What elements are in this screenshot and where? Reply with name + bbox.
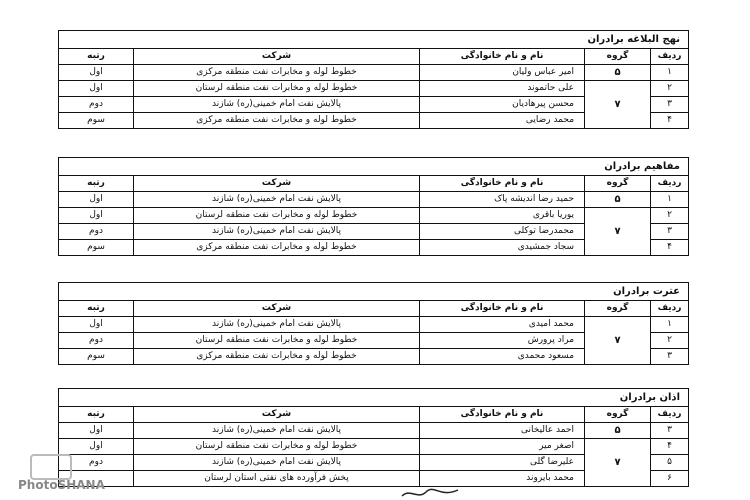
table-row <box>59 317 689 333</box>
watermark-logo-icon <box>30 454 72 480</box>
rank-cell: دوم <box>59 97 134 113</box>
company-name: خطوط لوله و مخابرات نفت منطقه مرکزی <box>134 349 420 365</box>
rank-cell: اول <box>59 317 134 333</box>
rank-cell: دوم <box>59 333 134 349</box>
header-name: نام و نام خانوادگی <box>420 49 585 65</box>
header-group: گروه <box>585 176 651 192</box>
header-company: شرکت <box>134 49 420 65</box>
section-etrat <box>58 282 688 365</box>
section-azan <box>58 388 688 487</box>
company-name: پخش فرآورده های نفتی استان لرستان <box>134 471 420 487</box>
rank-cell: دوم <box>59 224 134 240</box>
header-group: گروه <box>585 49 651 65</box>
header-company: شرکت <box>134 176 420 192</box>
header-name: نام و نام خانوادگی <box>420 176 585 192</box>
participant-name: حمید رضا اندیشه پاک <box>420 192 585 208</box>
row-number: ۲ <box>651 208 689 224</box>
header-name: نام و نام خانوادگی <box>420 407 585 423</box>
row-number: ۳ <box>651 97 689 113</box>
rank-cell: اول <box>59 81 134 97</box>
participant-name: محمدرضا توکلی <box>420 224 585 240</box>
group-cell: ۷ <box>585 317 651 365</box>
rank-cell: سوم <box>59 349 134 365</box>
participant-name: محمد رضایی <box>420 113 585 129</box>
row-number: ۳ <box>651 423 689 439</box>
participant-name: علیرضا گلی <box>420 455 585 471</box>
rank-cell: اول <box>59 65 134 81</box>
rank-cell: اول <box>59 439 134 455</box>
rank-cell: اول <box>59 208 134 224</box>
company-name: پالایش نفت امام خمینی(ره) شازند <box>134 97 420 113</box>
rank-cell: اول <box>59 192 134 208</box>
row-number: ۲ <box>651 333 689 349</box>
results-table <box>58 388 689 487</box>
rank-cell: دوم <box>59 455 134 471</box>
company-name: خطوط لوله و مخابرات نفت منطقه مرکزی <box>134 240 420 256</box>
results-table <box>58 157 689 256</box>
rank-cell: سوم <box>59 113 134 129</box>
row-number: ۱ <box>651 192 689 208</box>
company-name: پالایش نفت امام خمینی(ره) شازند <box>134 224 420 240</box>
company-name: خطوط لوله و مخابرات نفت منطقه مرکزی <box>134 65 420 81</box>
table-row <box>59 423 689 439</box>
header-rank: رتبه <box>59 407 134 423</box>
participant-name: مسعود محمدی <box>420 349 585 365</box>
group-cell: ۵ <box>585 423 651 439</box>
company-name: خطوط لوله و مخابرات نفت منطقه مرکزی <box>134 113 420 129</box>
header-rank: رتبه <box>59 176 134 192</box>
group-cell: ۷ <box>585 81 651 129</box>
company-name: خطوط لوله و مخابرات نفت منطقه لرستان <box>134 439 420 455</box>
header-group: گروه <box>585 301 651 317</box>
section-title: عترت برادران <box>59 283 689 301</box>
header-group: گروه <box>585 407 651 423</box>
header-rank: رتبه <box>59 49 134 65</box>
group-cell: ۵ <box>585 192 651 208</box>
row-number: ۴ <box>651 113 689 129</box>
participant-name: یوریا باقری <box>420 208 585 224</box>
row-number: ۶ <box>651 471 689 487</box>
table-row <box>59 192 689 208</box>
header-radif: ردیف <box>651 49 689 65</box>
company-name: پالایش نفت امام خمینی(ره) شازند <box>134 423 420 439</box>
participant-name: مراد پرورش <box>420 333 585 349</box>
header-radif: ردیف <box>651 301 689 317</box>
participant-name: علی حاتموند <box>420 81 585 97</box>
company-name: خطوط لوله و مخابرات نفت منطقه لرستان <box>134 333 420 349</box>
section-title: نهج البلاغه برادران <box>59 31 689 49</box>
header-radif: ردیف <box>651 176 689 192</box>
rank-cell: اول <box>59 423 134 439</box>
header-company: شرکت <box>134 301 420 317</box>
company-name: پالایش نفت امام خمینی(ره) شازند <box>134 192 420 208</box>
participant-name: اصغر میر <box>420 439 585 455</box>
participant-name: محمد بایروند <box>420 471 585 487</box>
header-radif: ردیف <box>651 407 689 423</box>
row-number: ۲ <box>651 81 689 97</box>
signature-icon <box>400 486 460 500</box>
row-number: ۳ <box>651 224 689 240</box>
watermark: PhotoSHANA <box>18 478 105 492</box>
group-cell: ۷ <box>585 439 651 487</box>
table-row <box>59 208 689 224</box>
row-number: ۴ <box>651 240 689 256</box>
row-number: ۳ <box>651 349 689 365</box>
header-name: نام و نام خانوادگی <box>420 301 585 317</box>
row-number: ۵ <box>651 455 689 471</box>
company-name: خطوط لوله و مخابرات نفت منطقه لرستان <box>134 81 420 97</box>
section-title: اذان برادران <box>59 389 689 407</box>
company-name: خطوط لوله و مخابرات نفت منطقه لرستان <box>134 208 420 224</box>
participant-name: محمد امیدی <box>420 317 585 333</box>
participant-name: محسن پیرهادیان <box>420 97 585 113</box>
row-number: ۴ <box>651 439 689 455</box>
group-cell: ۵ <box>585 65 651 81</box>
table-row <box>59 81 689 97</box>
results-table <box>58 282 689 365</box>
results-sheet <box>58 30 688 500</box>
participant-name: احمد عالیخانی <box>420 423 585 439</box>
results-table <box>58 30 689 129</box>
header-rank: رتبه <box>59 301 134 317</box>
company-name: پالایش نفت امام خمینی(ره) شازند <box>134 317 420 333</box>
group-cell: ۷ <box>585 208 651 256</box>
participant-name: سجاد جمشیدی <box>420 240 585 256</box>
table-row <box>59 439 689 455</box>
row-number: ۱ <box>651 65 689 81</box>
section-mafahim <box>58 157 688 256</box>
header-company: شرکت <box>134 407 420 423</box>
section-title: مفاهیم برادران <box>59 158 689 176</box>
row-number: ۱ <box>651 317 689 333</box>
section-nahj-albalagheh <box>58 30 688 129</box>
company-name: پالایش نفت امام خمینی(ره) شازند <box>134 455 420 471</box>
rank-cell: سوم <box>59 240 134 256</box>
table-row <box>59 65 689 81</box>
participant-name: امیر عباس ولیان <box>420 65 585 81</box>
